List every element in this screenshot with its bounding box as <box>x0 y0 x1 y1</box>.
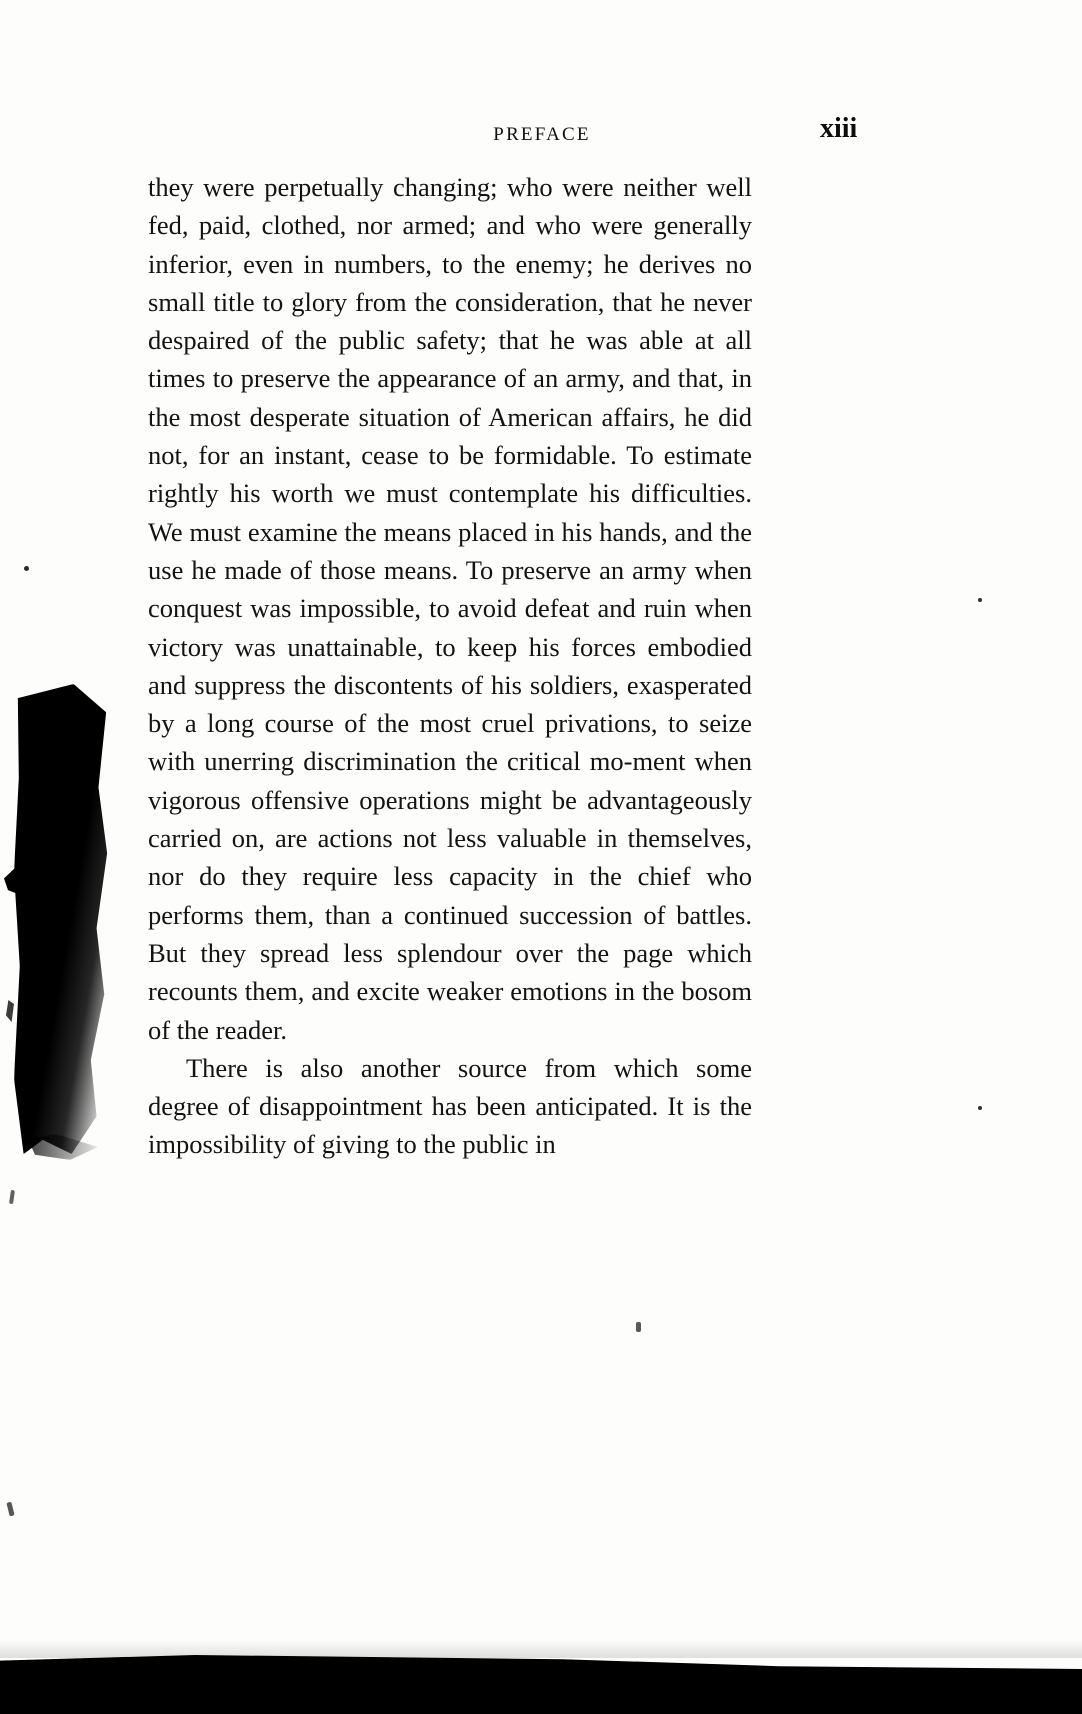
paragraph-1: they were perpetually changing; who were neither well fed, paid, clothed, nor armed; and who were generally inferior, even in numbers, to the enemy; he derives no small title to glory from the consideration, that he never despaired of the public safety; that he was able at all times to preserve the appearance of an army, and that, in the most desperate situation of American affairs, he did not, for an instant, cease to be formidable. To estimate rightly his worth we must contemplate his difficulties. We must examine the means placed in his hands, and the use he made of those means. To preserve an army when conquest was impossible, to avoid defeat and ruin when victory was unattainable, to keep his forces embodied and suppress the discontents of his soldiers, exasperated by a long course of the most cruel privations, to seize with unerring discrimination the critical mo-ment when vigorous offensive operations might be advantageously carried on, are actions not less valuable in themselves, nor do they require less capacity in the chief who performs them, than a continued succession of battles. But they spread less splendour over the page which recounts them, and excite weaker emotions in the bosom of the reader. <box>148 172 752 1045</box>
paragraph-2: There is also another source from which some degree of disappointment has been anticipated. It is the impossibility of giving to the public in <box>148 1052 752 1160</box>
ink-smudge-artifact <box>14 684 110 1154</box>
ink-speck-icon <box>6 1000 14 1022</box>
scan-speck-icon <box>24 566 29 571</box>
scan-speck-icon <box>6 1502 14 1517</box>
scan-edge-fade <box>0 1640 1082 1658</box>
scan-speck-icon <box>978 1106 982 1110</box>
scan-speck-icon <box>9 1190 15 1204</box>
running-head-title: PREFACE <box>493 124 591 145</box>
scan-speck-icon <box>636 1322 641 1332</box>
body-text-block <box>148 168 752 1164</box>
running-head <box>0 113 1082 154</box>
page-number: xiii <box>820 113 858 144</box>
ink-smudge-tail-artifact <box>28 1134 98 1160</box>
scan-speck-icon <box>978 598 982 602</box>
